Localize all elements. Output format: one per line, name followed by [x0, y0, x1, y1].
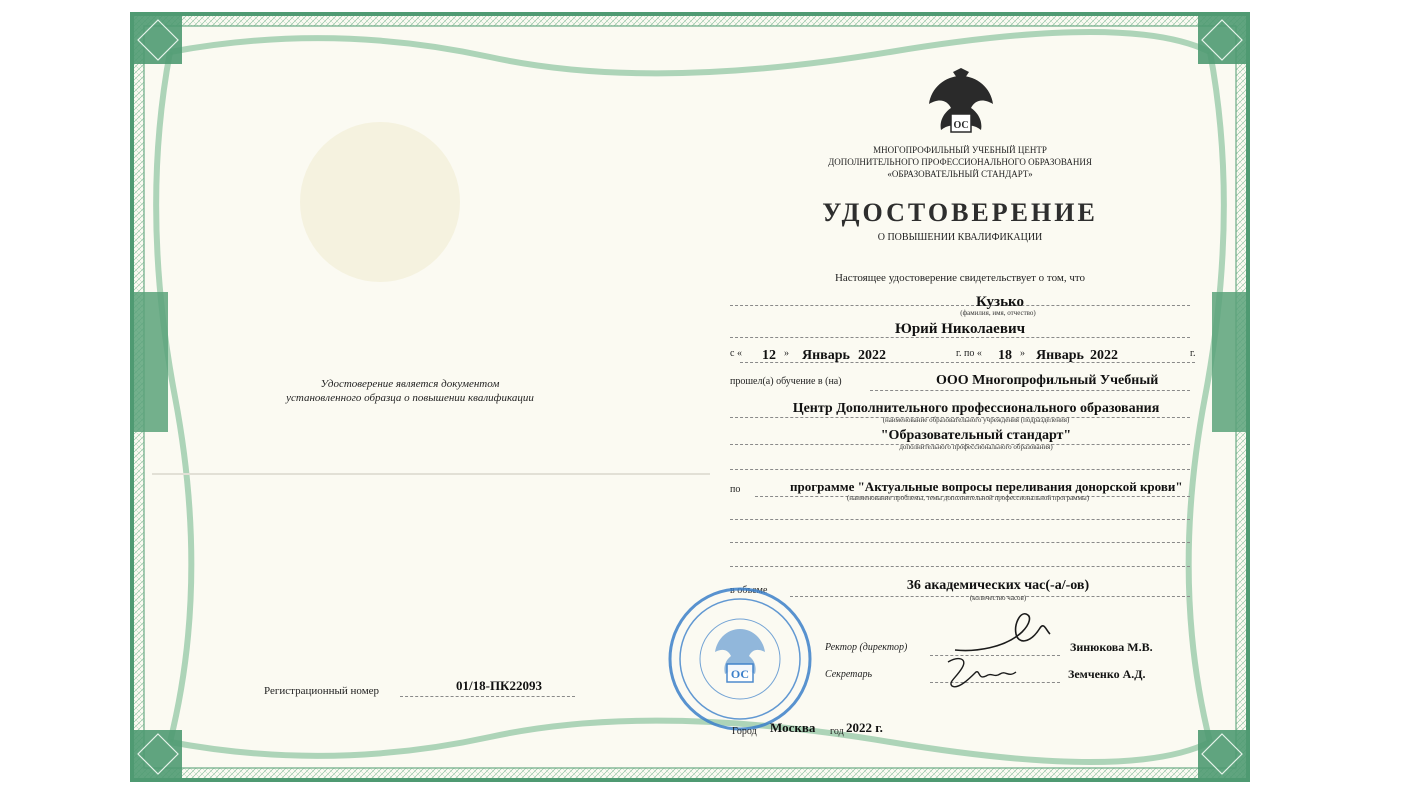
secretary-label: Секретарь: [825, 669, 873, 680]
document-subtitle: О ПОВЫШЕНИИ КВАЛИФИКАЦИИ: [877, 232, 1043, 243]
period-end-day: 18: [998, 348, 1012, 363]
document-title: УДОСТОВЕРЕНИЕ: [822, 198, 1098, 227]
institution-line-1: ООО Многопрофильный Учебный: [936, 373, 1159, 388]
person-caption: (фамилия, имя, отчество): [960, 309, 1036, 317]
period-sep-1: »: [784, 348, 789, 359]
person-name: Юрий Николаевич: [894, 321, 1026, 337]
logo-text: ОС: [953, 120, 969, 131]
volume-label: в объеме: [730, 585, 768, 596]
period-prefix: с «: [730, 348, 742, 359]
period-end-year: 2022: [1090, 348, 1118, 363]
secretary-signature-icon: [942, 648, 1032, 694]
secretary-name: Земченко А.Д.: [1068, 667, 1146, 681]
city-label: Город: [732, 726, 757, 737]
org-line-3: «ОБРАЗОВАТЕЛЬНЫЙ СТАНДАРТ»: [887, 169, 1033, 179]
program-text: программе "Актуальные вопросы переливания донорской крови": [790, 479, 1183, 494]
intro-text: Настоящее удостоверение свидетельствует о том, что: [834, 272, 1086, 284]
institution-caption-2: дополнительного профессионального образования): [899, 443, 1053, 451]
rector-label: Ректор (директор): [825, 642, 908, 653]
period-start-day: 12: [762, 348, 776, 363]
year-value: 2022 г.: [846, 720, 883, 735]
left-note-line-1: Удостоверение является документом: [320, 378, 500, 390]
program-caption: (наименование проблемы, темы дополнительной профессиональной программы): [846, 494, 1090, 502]
institution-line-2: Центр Дополнительного профессионального образования: [792, 401, 1160, 416]
left-note-line-2: установленного образца о повышении квалификации: [286, 392, 534, 404]
volume-value: 36 академических час(-а/-ов): [906, 578, 1090, 593]
period-suffix: г.: [1190, 348, 1196, 359]
eagle-logo-icon: [925, 68, 997, 144]
institution-caption-1: (наименование образовательного учреждения (подразделения): [882, 416, 1070, 424]
period-end-month: Январь: [1036, 348, 1084, 363]
certificate: [130, 12, 1250, 782]
period-start-year: 2022: [858, 348, 886, 363]
program-label: по: [730, 484, 741, 495]
institution-label: прошел(а) обучение в (на): [730, 376, 842, 387]
institution-line-3: "Образовательный стандарт": [880, 428, 1072, 443]
year-label: год: [830, 726, 844, 737]
org-line-2: ДОПОЛНИТЕЛЬНОГО ПРОФЕССИОНАЛЬНОГО ОБРАЗОВАНИЯ: [828, 157, 1092, 167]
registration-value: 01/18-ПК22093: [456, 678, 542, 693]
rector-name: Зинюкова М.В.: [1070, 640, 1153, 654]
volume-caption: (количество часов): [969, 594, 1027, 602]
period-sep-2: »: [1020, 348, 1025, 359]
round-stamp-icon: [665, 584, 815, 734]
city-value: Москва: [770, 720, 816, 735]
org-line-1: МНОГОПРОФИЛЬНЫЙ УЧЕБНЫЙ ЦЕНТР: [873, 145, 1047, 155]
registration-label: Регистрационный номер: [264, 685, 380, 697]
period-start-month: Январь: [802, 348, 850, 363]
stamp-logo-text: ОС: [730, 667, 750, 681]
period-mid: г. по «: [956, 348, 982, 359]
person-surname: Кузько: [976, 294, 1024, 310]
